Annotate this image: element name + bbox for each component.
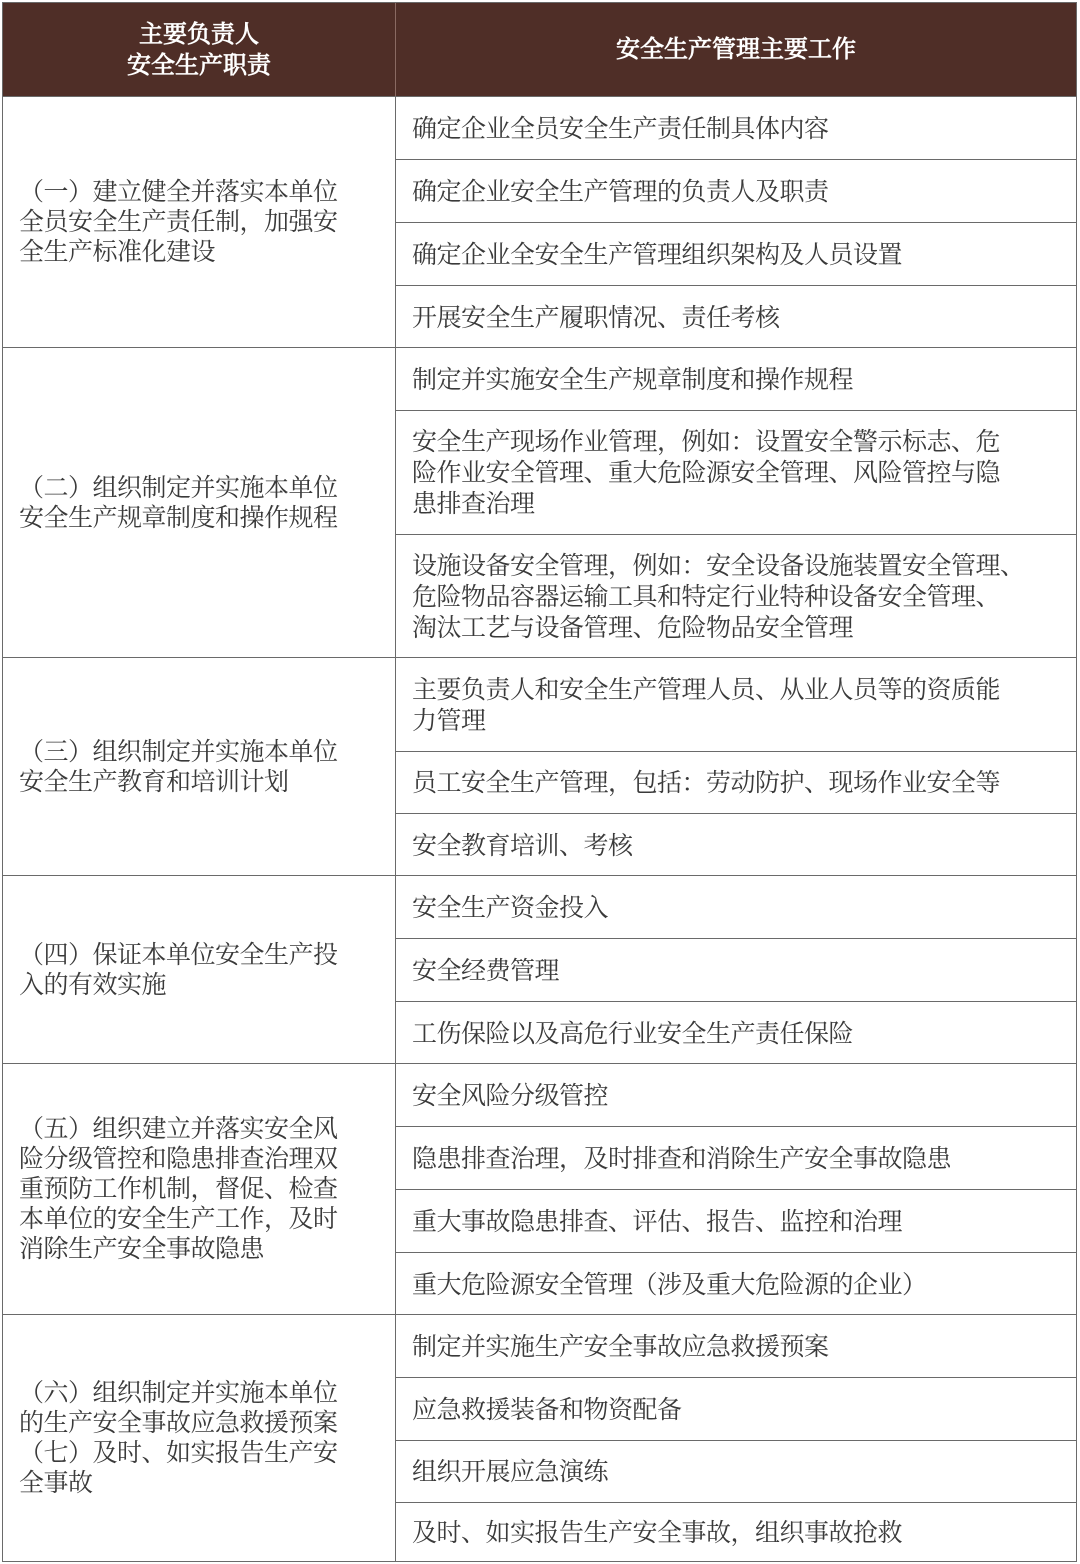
task-cell: 安全生产资金投入 (412, 892, 609, 922)
responsibility-cell: （二）组织制定并实施本单位 安全生产规章制度和操作规程 (3, 348, 396, 657)
task-cell: 及时、如实报告生产安全事故，组织事故抢救 (396, 1502, 1076, 1562)
task-cell: 应急救援装备和物资配备 (396, 1377, 1076, 1440)
task-list (396, 658, 1076, 875)
task-cell: 安全教育培训、考核 (396, 813, 1076, 876)
task-cell: 确定企业全安全生产管理组织架构及人员设置 (396, 222, 1076, 285)
responsibility-table (2, 2, 1077, 1562)
task-list (396, 1315, 1076, 1561)
task-cell: 设施设备安全管理，例如：安全设备设施装置安全管理、 危险物品容器运输工具和特定行业特种设备安全管理、 淘汰工艺与设备管理、危险物品安全管理 (396, 534, 1076, 658)
table-row-group (3, 1314, 1076, 1561)
task-cell: 确定企业安全生产管理的负责人及职责 (396, 159, 1076, 222)
task-cell: 主要负责人和安全生产管理人员、从业人员等的资质能 力管理 (412, 674, 1001, 735)
responsibility-cell: （四）保证本单位安全生产投 入的有效实施 (3, 876, 396, 1063)
responsibility-cell: （六）组织制定并实施本单位 的生产安全事故应急救援预案 （七）及时、如实报告生产安 全事故 (3, 1315, 396, 1561)
task-cell: 组织开展应急演练 (396, 1440, 1076, 1502)
task-cell: 员工安全生产管理，包括：劳动防护、现场作业安全等 (396, 751, 1076, 813)
responsibility-cell: （三）组织制定并实施本单位 安全生产教育和培训计划 (3, 658, 396, 875)
task-list (396, 97, 1076, 347)
responsibility-cell: （五）组织建立并落实安全风 险分级管控和隐患排查治理双 重预防工作机制，督促、检查 本单位的安全生产工作，及时 消除生产安全事故隐患 (3, 1064, 396, 1314)
task-cell: 工伤保险以及高危行业安全生产责任保险 (396, 1001, 1076, 1064)
task-cell: 重大事故隐患排查、评估、报告、监控和治理 (396, 1189, 1076, 1252)
task-list (396, 348, 1076, 657)
task-cell: 安全风险分级管控 (412, 1080, 609, 1110)
task-cell: 安全经费管理 (396, 938, 1076, 1001)
task-cell: 制定并实施安全生产规章制度和操作规程 (412, 364, 854, 394)
table-header (3, 3, 1076, 96)
task-cell: 安全生产现场作业管理，例如：设置安全警示标志、危 险作业安全管理、重大危险源安全管理、风险管控与隐 患排查治理 (396, 410, 1076, 534)
table-row-group (3, 1063, 1076, 1314)
task-cell: 开展安全生产履职情况、责任考核 (396, 285, 1076, 348)
task-list (396, 876, 1076, 1063)
header-responsibility-column: 主要负责人 安全生产职责 (3, 3, 396, 96)
task-cell: 确定企业全员安全生产责任制具体内容 (412, 113, 829, 143)
task-cell: 制定并实施生产安全事故应急救援预案 (412, 1331, 829, 1361)
task-cell: 隐患排查治理，及时排查和消除生产安全事故隐患 (396, 1126, 1076, 1189)
responsibility-cell: （一）建立健全并落实本单位 全员安全生产责任制，加强安 全生产标准化建设 (3, 97, 396, 347)
task-cell: 重大危险源安全管理（涉及重大危险源的企业） (396, 1252, 1076, 1315)
table-row-group (3, 347, 1076, 657)
table-row-group (3, 96, 1076, 347)
table-row-group (3, 657, 1076, 875)
header-work-column: 安全生产管理主要工作 (616, 35, 856, 63)
table-row-group (3, 875, 1076, 1063)
task-list (396, 1064, 1076, 1314)
